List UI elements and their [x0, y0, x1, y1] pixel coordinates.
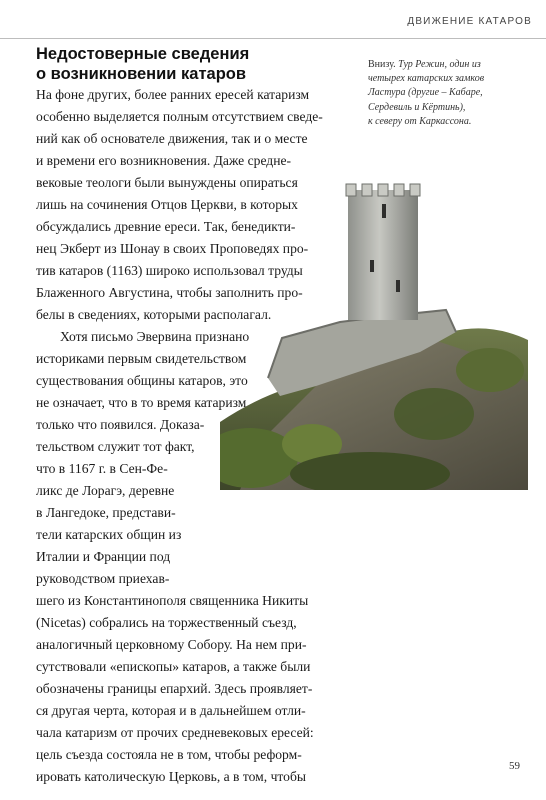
body-text-line: что в 1167 г. в Сен-Фе-: [36, 461, 168, 476]
body-text-line: чала катаризм от прочих средневековых ересей:: [36, 725, 314, 740]
body-text-line: и времени его возникновения. Даже средне-: [36, 153, 292, 168]
body-text-line: цель съезда состояла не в том, чтобы реформ-: [36, 747, 302, 762]
caption-line: Ластура (другие – Кабаре,: [368, 87, 483, 99]
body-text-line: обсуждались древние ереси. Так, бенедикти-: [36, 219, 296, 234]
page-number: 59: [509, 760, 520, 772]
body-text-line: вековые теологи были вынуждены опираться: [36, 175, 298, 190]
body-text-line: ний как об основателе движения, так и о месте: [36, 131, 308, 146]
caption-line: к северу от Каркассона.: [368, 115, 472, 127]
body-text-line: лишь на сочинения Отцов Церкви, в которых: [36, 197, 298, 212]
photo-caption: [368, 58, 528, 129]
body-text-line: в Лангедоке, представи-: [36, 505, 176, 520]
body-text-line: тели катарских общин из: [36, 527, 182, 542]
body-text-line: нец Экберт из Шонау в своих Проповедях про-: [36, 241, 309, 256]
caption-line: Тур Режин, один из: [398, 59, 481, 70]
body-text-line: существования общины катаров, это: [36, 373, 248, 388]
caption-line: Сердевиль и Кёртинь),: [368, 101, 466, 113]
running-header: ДВИЖЕНИЕ КАТАРОВ: [407, 16, 532, 27]
body-text-line: шего из Константинополя священника Никиты: [36, 593, 309, 608]
body-text-line: сутствовали «епископы» катаров, а также были: [36, 659, 311, 674]
body-text-line: белы в сведениях, которыми располагал.: [36, 307, 272, 322]
caption-line: четырех катарских замков: [368, 73, 485, 85]
chapter-title: [36, 44, 336, 84]
body-text-line: обозначены границы епархий. Здесь проявляет-: [36, 681, 313, 696]
body-text-line: На фоне других, более ранних ересей катаризм: [36, 87, 310, 102]
body-text-line: тельством служит тот факт,: [36, 439, 195, 454]
body-text-line: особенно выделяется полным отсутствием сведе-: [36, 109, 323, 124]
body-text-line: ликс де Лорагэ, деревне: [36, 483, 175, 498]
body-text-line: Блаженного Августина, чтобы заполнить про-: [36, 285, 303, 300]
body-text-line: руководством приехав-: [36, 571, 170, 586]
body-text-line: историками первым свидетельством: [36, 351, 247, 366]
chapter-title-line-2: о возникновении катаров: [36, 65, 246, 83]
caption-lead: Внизу.: [368, 59, 396, 70]
chapter-title-line-1: Недостоверные сведения: [36, 45, 250, 63]
body-text-line: ся другая черта, которая и в дальнейшем отли-: [36, 703, 306, 718]
body-text-line: аналогичный церковному Собору. На нем при-: [36, 637, 307, 652]
body-text-line: только что появился. Доказа-: [36, 417, 205, 432]
body-text-line: не означает, что в то время катаризм: [36, 395, 247, 410]
body-text-line: Хотя письмо Эвервина признано: [60, 329, 250, 344]
body-text-line: (Nicetas) собрались на торжественный съезд,: [36, 615, 297, 630]
body-text-line: ировать католическую Церковь, а в том, чтобы: [36, 769, 307, 784]
body-text-line: Италии и Франции под: [36, 549, 171, 564]
body-text-line: тив катаров (1163) широко использовал труды: [36, 263, 303, 278]
